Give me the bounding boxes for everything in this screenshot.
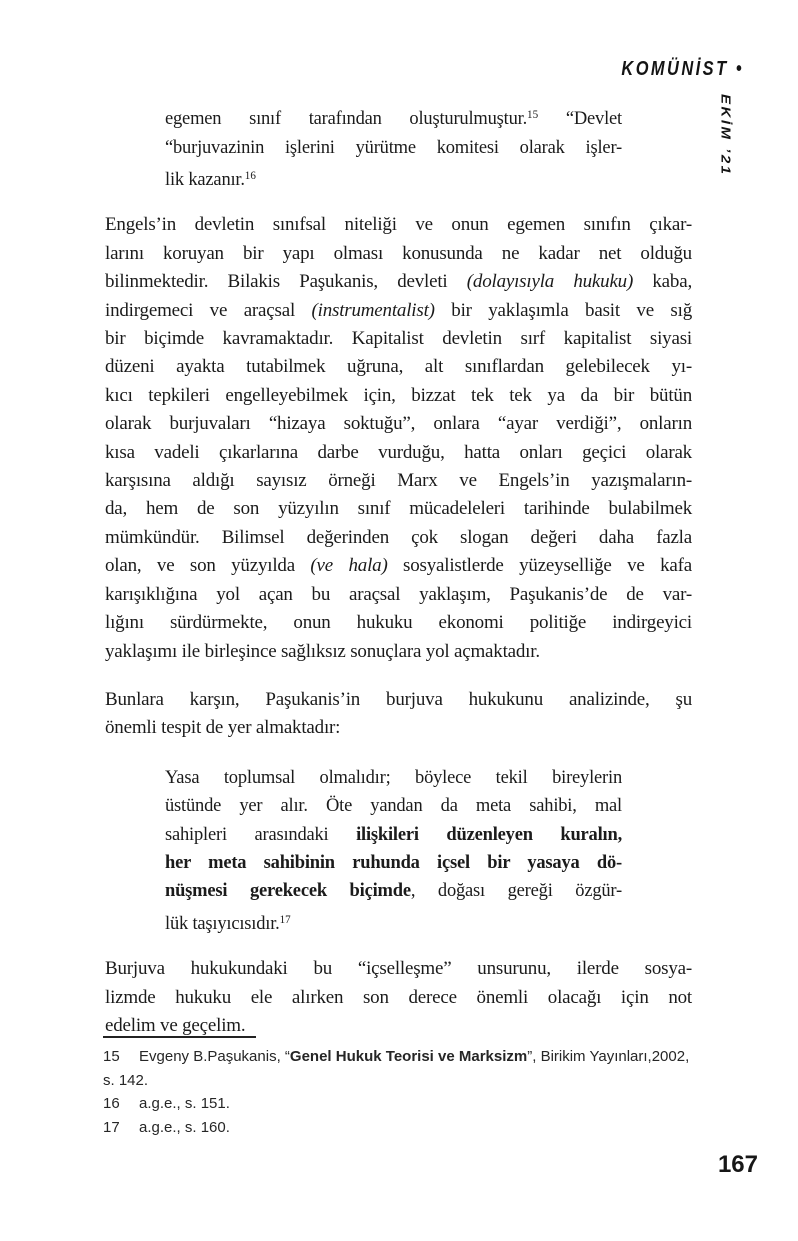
- footnote-17: [103, 1116, 758, 1140]
- text-line: [105, 410, 692, 438]
- text-segment: sahipleri arasındaki: [165, 824, 357, 845]
- text-segment: (dolayısıyla hukuku): [466, 271, 634, 293]
- text-segment: yaklaşımı ile birleşince sağlıksız sonuçlara yol açmaktadır.: [105, 640, 540, 662]
- text-segment: Burjuva hukukundaki bu “içselleşme” unsurunu, ilerde sosya-: [105, 958, 692, 980]
- text-line: [165, 162, 622, 195]
- text-line: [105, 524, 692, 552]
- text-line: [105, 955, 692, 983]
- text-line: [105, 382, 692, 410]
- text-line: [105, 686, 692, 714]
- text-segment: bir yaklaşımla basit ve sığ: [434, 299, 692, 321]
- text-line: [105, 325, 692, 353]
- text-segment: Yasa toplumsal olmalıdır; böylece tekil bireylerin: [165, 767, 622, 788]
- magazine-title: KOMÜNİST: [621, 58, 729, 80]
- text-line: [105, 495, 692, 523]
- text-segment: , doğası gereği özgür-: [410, 881, 622, 902]
- footnotes: [103, 1036, 758, 1139]
- text-segment: lizmde hukuku ele alırken son derece önemli olacağı için not: [105, 986, 692, 1008]
- text-segment: indirgemeci ve araçsal: [105, 299, 312, 321]
- footnote-separator: [103, 1036, 256, 1038]
- text-segment: lığını sürdürmekte, onun hukuku ekonomi politiğe indirgeyici: [105, 612, 692, 634]
- text-segment: ”, Birikim Yayınları,2002,: [527, 1048, 690, 1065]
- text-line: [105, 439, 692, 467]
- footnote-number: 17: [103, 1118, 120, 1136]
- footnote-15: [103, 1045, 758, 1092]
- text-segment: düzeni ayakta tutabilmek uğruna, alt sınıflardan gelebilecek yı-: [105, 356, 692, 378]
- text-segment: kısa vadeli çıkarlarına darbe vurduğu, hatta onları geçici olarak: [105, 441, 692, 463]
- text-segment: bilinmektedir. Bilakis Paşukanis, devleti: [105, 271, 467, 293]
- text-segment: Engels’in devletin sınıfsal niteliği ve onun egemen sınıfın çıkar-: [105, 214, 692, 236]
- text-segment: karşısına aldığı sayısız örneği Marx ve Engels’in yazışmaların-: [105, 470, 692, 492]
- issue-label: EKİM ’21: [718, 94, 733, 177]
- text-segment: a.g.e., s. 160.: [139, 1118, 230, 1136]
- text-segment: Evgeny B.Paşukanis, “: [139, 1048, 290, 1065]
- text-segment: edelim ve geçelim.: [105, 1015, 246, 1037]
- text-line: [165, 906, 622, 939]
- text-segment: lik kazanır.: [165, 170, 245, 190]
- text-line: [165, 849, 622, 877]
- text-line: [105, 638, 692, 666]
- text-segment: Bunlara karşın, Paşukanis’in burjuva hukukunu analizinde, şu: [105, 688, 692, 710]
- text-line: [105, 297, 692, 325]
- footnote-line: [103, 1069, 758, 1093]
- text-segment: karışıklığına yol açan bu araçsal yaklaşım, Paşukanis’de de var-: [105, 583, 692, 605]
- text-segment: s. 142.: [103, 1071, 149, 1089]
- text-line: [105, 581, 692, 609]
- text-segment: ilişkileri düzenleyen kuralın,: [356, 824, 622, 845]
- text-line: [105, 609, 692, 637]
- bullet-icon: •: [736, 58, 742, 80]
- text-line: [105, 211, 692, 239]
- text-line: [105, 467, 692, 495]
- text-column: [105, 101, 692, 1040]
- paragraph-1: [105, 211, 692, 666]
- text-segment: “Devlet: [538, 109, 622, 130]
- text-segment: Genel Hukuk Teorisi ve Marksizm: [289, 1048, 528, 1065]
- text-line: [105, 240, 692, 268]
- text-segment: sosyalistlerde yüzeyselliğe ve kafa: [387, 555, 692, 577]
- text-line: [105, 552, 692, 580]
- footnote-number: 16: [103, 1095, 120, 1112]
- masthead: [622, 58, 742, 81]
- text-segment: üstünde yer alır. Öte yandan da meta sahibi, mal: [165, 796, 622, 817]
- text-line: [105, 714, 692, 742]
- text-segment: kaba,: [633, 271, 692, 293]
- text-segment: da, hem de son yüzyılın sınıf mücadeleleri tarihinde bulabilmek: [105, 498, 692, 520]
- text-line: [165, 764, 622, 792]
- text-segment: lük taşıyıcısıdır.: [165, 913, 280, 934]
- text-line: [105, 353, 692, 381]
- text-segment: “burjuvazinin işlerini yürütme komitesi olarak işler-: [165, 137, 622, 158]
- text-line: [165, 877, 622, 905]
- text-segment: olarak burjuvaları “hizaya soktuğu”, onlara “ayar verdiği”, onların: [105, 413, 692, 435]
- text-segment: larını koruyan bir yapı olması konusunda ne kadar net olduğu: [105, 242, 692, 264]
- paragraph-2: [105, 686, 692, 743]
- text-segment: (instrumentalist): [311, 299, 435, 321]
- footnote-line: [103, 1116, 758, 1140]
- text-segment: a.g.e., s. 151.: [139, 1095, 230, 1112]
- text-line: [105, 268, 692, 296]
- footnote-list: [103, 1045, 758, 1139]
- quote-block-2: [165, 764, 622, 939]
- text-segment: bir biçimde kavramaktadır. Kapitalist devletin sırf kapitalist siyasi: [105, 328, 692, 350]
- text-segment: egemen sınıf tarafından oluşturulmuştur.: [165, 109, 528, 130]
- paragraph-3: [105, 955, 692, 1040]
- footnote-ref: 17: [279, 913, 291, 926]
- text-segment: (ve hala): [310, 555, 388, 577]
- text-segment: mümkündür. Bilimsel değerinden çok slogan değeri daha fazla: [105, 526, 692, 548]
- footnote-line: [103, 1092, 758, 1116]
- text-segment: nüşmesi gerekecek biçimde: [165, 881, 411, 902]
- footnote-16: [103, 1092, 758, 1116]
- text-segment: kıcı tepkileri engelleyebilmek için, bizzat tek tek ya da bir bütün: [105, 384, 692, 406]
- text-segment: önemli tespit de yer almaktadır:: [105, 717, 341, 739]
- quote-block-1: [165, 101, 622, 194]
- footnote-number: 15: [103, 1048, 120, 1065]
- text-segment: her meta sahibinin ruhunda içsel bir yasaya dö-: [165, 852, 622, 873]
- text-segment: olan, ve son yüzyılda: [105, 555, 311, 577]
- text-line: [105, 984, 692, 1012]
- text-line: [165, 821, 622, 849]
- text-line: [165, 134, 622, 162]
- page-number: 167: [717, 1151, 758, 1178]
- footnote-line: [103, 1045, 758, 1069]
- footnote-ref: 16: [244, 169, 256, 182]
- text-line: [165, 792, 622, 820]
- footnote-ref: 15: [527, 109, 539, 121]
- text-line: [165, 101, 622, 134]
